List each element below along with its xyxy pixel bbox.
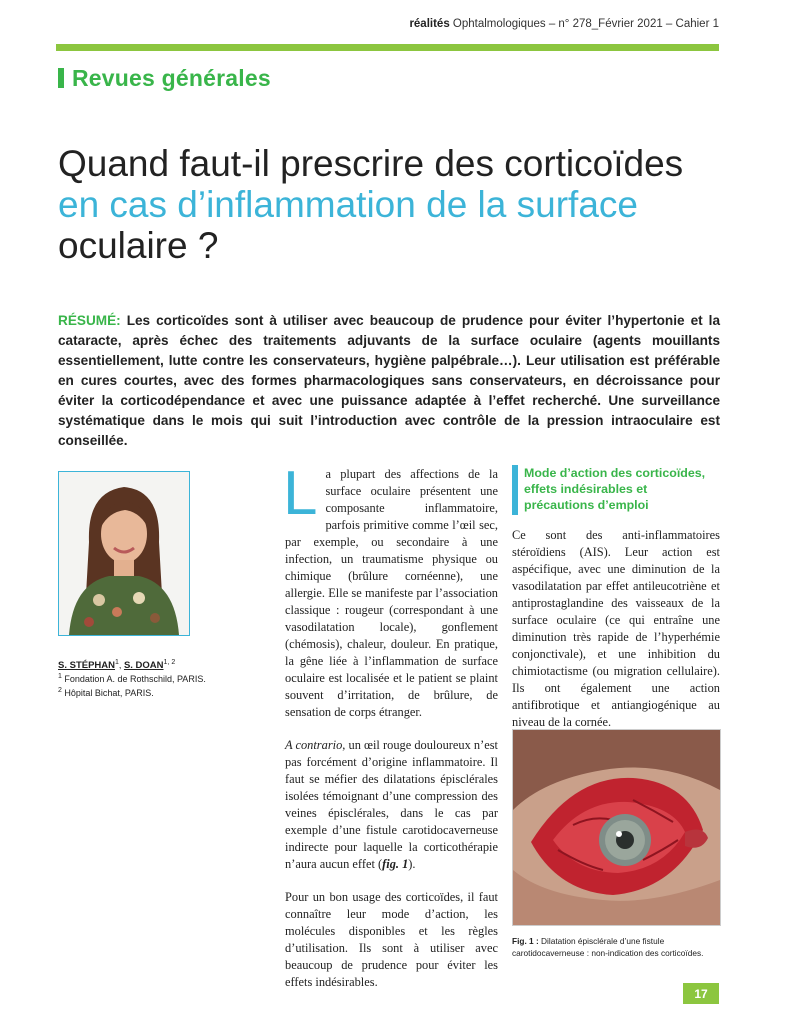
box-heading-marker <box>512 465 518 515</box>
title-line-2: en cas d’inflammation de la surface <box>58 184 638 225</box>
affiliation-2: $^2$ Hôpital Bichat, PARIS. <box>58 687 154 698</box>
box-paragraph: Ce sont des anti-inflammatoires stéroïdiens (AIS). Leur action est aspécifique, avec une diminution de la vasodilatation par effet antileucotriène et antiprostaglandine des vaisseaux de la surface oculaire (ce qui entraîne une diminution très rapide de l’hyperhémie conjonctivale), et une inhibition du chimiotactisme (ou migration cellulaire). Ils ont également une action antifibrotique et antiangiogénique au niveau de la cornée. <box>512 528 720 729</box>
authors-block <box>58 657 258 699</box>
box-heading-text: Mode d’action des corticoïdes, effets indésirables et précautions d’emploi <box>524 466 706 512</box>
paragraph-2: A contrario, un œil rouge douloureux n’est pas forcément d’origine inflammatoire. Il faut se méfier des dilatations épisclérales isolées témoignant d’une compression des veines épisclérales, dans le cas par exemple d’une fistule carotidocaverneuse indirecte pour laquelle la corticothérapie n’aura aucun effet (fig. 1). <box>285 738 498 871</box>
box-heading <box>512 465 720 515</box>
figure-reference[interactable]: fig. 1 <box>382 857 409 871</box>
title-line-1: Quand faut-il prescrire des corticoïdes <box>58 143 684 184</box>
abstract-lead: RÉSUMÉ: <box>58 313 121 328</box>
section-tag <box>58 66 271 90</box>
section-label: Revues générales <box>72 64 271 91</box>
section-marker <box>58 68 64 88</box>
author-2: S. DOAN <box>123 660 164 671</box>
affiliation-1: $^1$ Fondation A. de Rothschild, PARIS. <box>58 673 206 684</box>
author-2-affil: 1, 2 <box>163 659 176 666</box>
abstract-text: Les corticoïdes sont à utiliser avec beaucoup de prudence pour éviter l’hypertonie et la cataracte, après échec des traitements adjuvants de la surface oculaire (agents mouillants essentiellement, lutte contre les conservateurs, hygiène palpébrale…). Leur utilisation est préférable en cures courtes, avec des formes pharmacologiques sans conservateurs, en décroissance pour éviter la corticodépendance et avec une puissance adaptée à l’effet recherché. Une surveillance systématique dans le mois qui suit l’introduction avec contrôle de la pression intraoculaire est conseillée. <box>58 313 720 448</box>
body-column-right <box>512 527 720 747</box>
author-portrait-image <box>59 472 189 635</box>
header-rule <box>56 44 719 51</box>
title-line-3: oculaire ? <box>58 225 219 266</box>
journal-name: réalités <box>409 18 450 30</box>
figure-1 <box>512 729 721 926</box>
page-number: 17 <box>683 983 719 1004</box>
drop-cap: L <box>283 459 318 528</box>
author-names: S. STÉPHAN$^1$, S. DOAN$^{1, 2}$ <box>58 659 176 671</box>
journal-issue: Ophtalmologiques – n° 278_Février 2021 – Cahier 1 <box>452 18 719 30</box>
running-header <box>409 18 719 30</box>
body-column-middle <box>283 459 498 1007</box>
article-title <box>58 143 738 266</box>
abstract <box>58 311 720 451</box>
figure-label: Fig. 1 : <box>512 936 539 946</box>
paragraph-1: La plupart des affections de la surface oculaire présentent une composante inflammatoire, parfois primitive comme l’œil sec, par exemple, ou secondaire à une infection, un traumatisme physique ou chimique (brûlure cornéenne), une allergie. Elle se manifeste par l’association classique : rougeur (correspondant à une vasodilatation locale), gonflement (chémosis), chaleur, douleur. En pratique, la gêne liée à l’inflammation de surface oculaire est localisée et le patient se plaint souvent d’irritation, de brûlure, de sensation de corps étranger. <box>283 459 498 719</box>
red-eye-image <box>513 730 720 925</box>
paragraph-3: Pour un bon usage des corticoïdes, il faut connaître leur mode d’action, les molécules disponibles et les règles d’utilisation. Ils sont à utiliser avec beaucoup de prudence pour éviter les effets indésirables. <box>285 890 498 989</box>
author-1: S. STÉPHAN <box>58 660 116 671</box>
author-1-affil: 1 <box>115 659 119 666</box>
figure-caption: Fig. 1 : Dilatation épisclérale d’une fistule carotidocaverneuse : non-indication des corticoïdes. <box>512 936 704 958</box>
author-photo <box>58 471 190 636</box>
